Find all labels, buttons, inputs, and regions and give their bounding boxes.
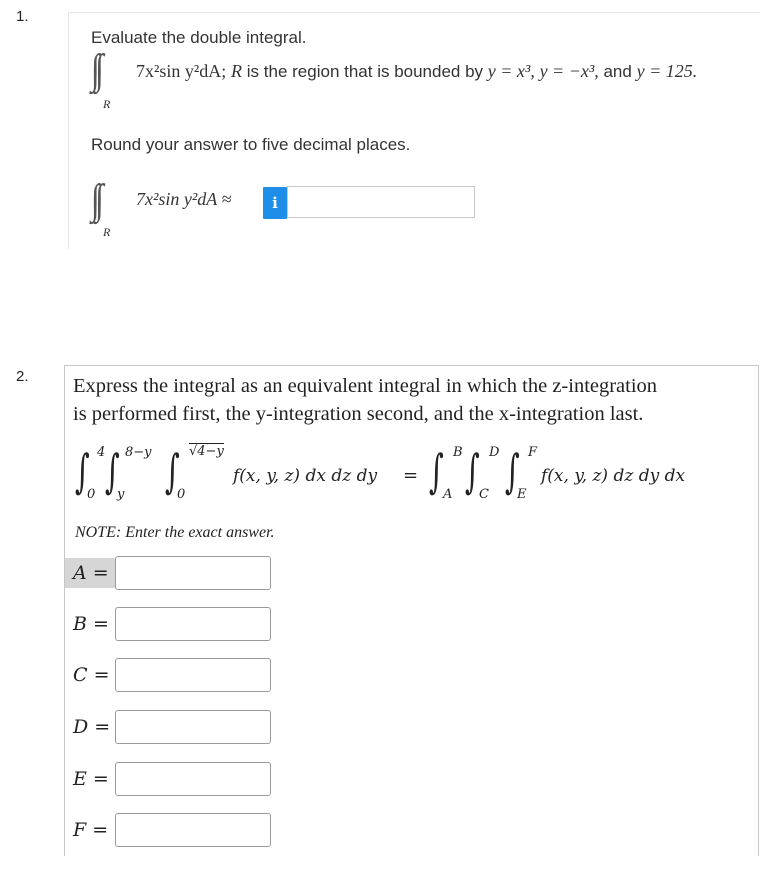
field-label-d-text: D [73,716,89,738]
rhs-int3-upper: F [528,445,538,460]
note-text: NOTE: Enter the exact answer. [75,524,275,541]
field-label-a: A = [65,558,115,588]
input-b[interactable] [115,607,271,641]
field-label-b-text: B [73,613,87,635]
bound-2: y = −x³, [539,61,599,81]
rhs-integrand: f(x, y, z) dz dy dx [541,466,686,486]
answer-lhs-text: 7x²sin y²dA ≈ [136,189,232,209]
bound-3: y = 125. [636,61,698,81]
lhs-int1-lower: 0 [87,487,96,502]
integrand: 7x²sin y²dA; [136,61,227,81]
lhs-integral-2: ∫ [105,444,120,498]
input-e[interactable] [115,762,271,796]
problem-2-prompt [73,372,757,428]
lhs-integral-1: ∫ [75,444,90,498]
region-subscript: R [103,97,111,111]
rhs-integral-1: ∫ [429,444,444,498]
rhs-int3-lower: E [517,487,527,502]
round-instruction: Round your answer to five decimal places. [91,135,411,154]
problem-1-statement [136,61,697,82]
field-label-f: F = [73,819,109,841]
question-number-1: 1. [16,8,29,25]
answer-double-integral-symbol: ∫∫ [91,177,100,223]
field-label-e: E = [73,768,109,790]
bound-1: y = x³, [487,61,535,81]
rhs-int1-lower: A [443,487,453,502]
input-f[interactable] [115,813,271,847]
region-text: is the region that is bounded by [246,62,484,81]
and-word: and [603,62,632,81]
field-label-e-text: E [73,768,87,790]
answer-input-problem-1[interactable] [287,186,475,218]
field-label-c-text: C [73,664,88,686]
rhs-integral-2: ∫ [465,444,480,498]
problem-2-panel [64,365,759,856]
field-label-b: B = [73,613,109,635]
lhs-int3-upper: √4−y [189,444,224,459]
field-row-b [65,607,285,643]
rhs-int2-upper: D [489,445,500,460]
double-integral-symbol: ∫∫ [91,47,100,93]
prompt-line-2: is performed first, the y-integration second, and the x-integration last. [73,403,644,425]
rhs-int2-lower: C [479,487,489,502]
input-d[interactable] [115,710,271,744]
field-label-d: D = [73,716,111,738]
field-label-a-text: A [73,562,87,584]
lhs-integrand: f(x, y, z) dx dz dy [233,466,378,486]
field-label-c: C = [73,664,110,686]
prompt-line-1: Express the integral as an equivalent integral in which the z-integration [73,375,658,397]
field-row-e [65,762,285,798]
answer-lhs [136,189,231,210]
input-c[interactable] [115,658,271,692]
field-row-a [65,556,285,592]
lhs-int2-upper: 8−y [125,445,152,460]
rhs-integral-3: ∫ [505,444,520,498]
lhs-int1-upper: 4 [97,445,106,460]
question-number-2: 2. [16,368,29,385]
problem-1-panel [68,12,759,249]
field-row-c [65,658,285,694]
field-row-f [65,813,285,849]
lhs-int2-lower: y [117,487,125,502]
problem-1-instruction: Evaluate the double integral. [91,28,307,47]
region-prefix: R [231,61,243,81]
answer-region-subscript: R [103,225,111,239]
rhs-int1-upper: B [453,445,463,460]
lhs-int3-lower: 0 [177,487,186,502]
equals-sign: = [403,465,419,486]
input-a[interactable] [115,556,271,590]
info-icon[interactable]: i [263,187,287,219]
lhs-integral-3: ∫ [165,444,180,498]
field-row-d [65,710,285,746]
field-label-f-text: F [73,819,87,841]
